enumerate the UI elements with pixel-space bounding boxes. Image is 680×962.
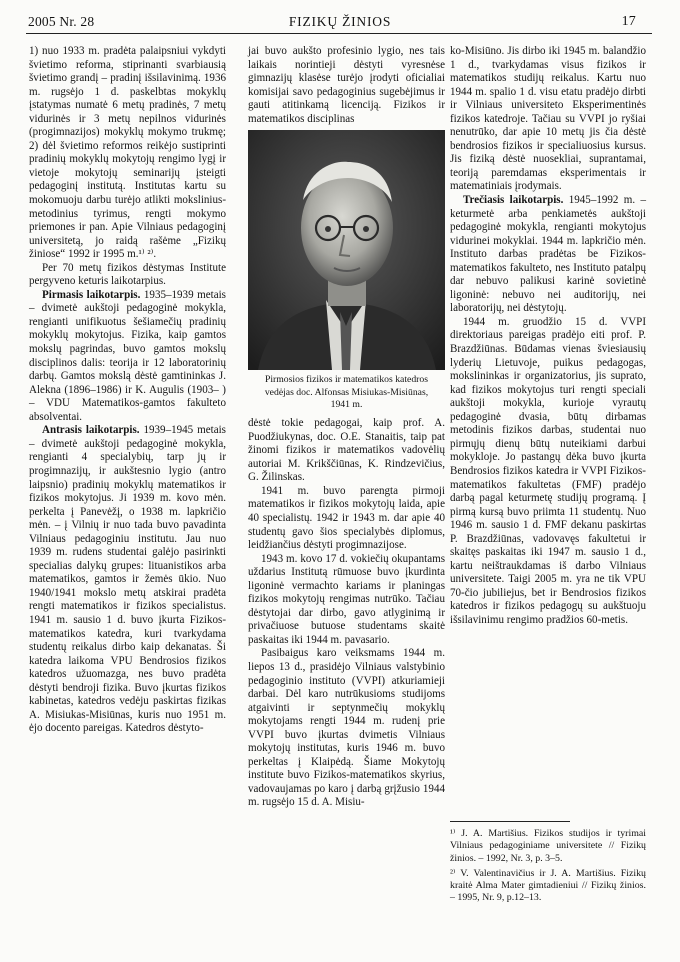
paragraph-text: 1941 m. buvo parengta pirmoji matematikos ir fizikos mokytojų laida, apie 40 specialistų. 1942 ir 1943 m. dar apie 40 studentų gavo šios specialybės diplomus, leidžiančius dėstyti progimnazijose. bbox=[248, 484, 445, 552]
paragraph-text: 1939–1945 metais – dvimetė aukštoji pedagoginė mokykla, rengianti 4 specialybių, tarp jų ir progimnazijų, ir aukštesnio lygio (antro laipsnio) pradinių mokyklų matematikos ir fizikos mokytojus. Ji 1939 m. kovo mėn. perkelta į Panevėžį, o 1938 m. lapkričio mėn. – į Vilnių ir nuo tada buvo pavadinta Vilniaus pedagoginiu institutu. Jau nuo 1939 m. rudens studentai galėjo pasirinkti specialias dalykų grupes: lituanistikos arba matematikos, gamtos ir žemės ūkio. Nuo 1940/1941 mokslo metų atskirai pradėta rengti matematikos ir fizikos specialistus. 1941 m. sausio 1 d. buvo įkurta Fizikos-matematikos katedra, kuri tvarkydama studentų reikalus dirbo kaip dekanatas. Ši katedra laikoma VPU Bendrosios fizikos katedros užuomazga, nes buvo pradėta dėstyti bendroji fizika. Buvo įkurtas fizikos kabinetas, katedros vedėju paskirtas fizikas A. Misiukas-Misiūnas, kuris nuo 1951 m. ėjo docento pareigas. Katedros dėstyto- bbox=[29, 424, 226, 735]
col3-paragraph bbox=[450, 194, 646, 316]
col1-paragraph bbox=[29, 45, 226, 262]
column-2-intro: jai buvo aukšto profesinio lygio, nes tais laikais norintieji dėstyti vyresnėse gimnazijų klasėse turėjo įrodyti oficialiai komisijai savo pedagoginius sugebėjimus ir gauti atitinkamą licenciją. Fizikos ir matematikos disciplinas bbox=[248, 45, 445, 125]
paragraph-text: 1943 m. kovo 17 d. vokiečių okupantams uždarius Institutą rūmuose buvo įkurdinta ligoninė vermachto kariams ir planingas fizikos mokytojų rengimas nutrūko. Tačiau dėstytojai dar dirbo, gavo atlyginimą ir privačiuose butuose studentams skaitė paskaitas iki 1944 m. pavasario. bbox=[248, 552, 445, 646]
journal-title: FIZIKŲ ŽINIOS bbox=[288, 14, 392, 29]
footnote-2: ²⁾ V. Valentinavičius ir J. A. Martišius. Fizikų kraitė Alma Mater gimtadieniui // Fizikų žinios. – 1995, Nr. 9, p.12–13. bbox=[450, 867, 646, 904]
footnotes bbox=[450, 821, 646, 908]
footnote-rule bbox=[450, 821, 570, 822]
paragraph-text: 1) nuo 1933 m. pradėta palaipsniui vykdyti švietimo reforma, stiprinanti svarbiausią švietimo grandį – pradinį išsilavinimą. 1936 m. rugsėjo 1 d. paskelbtas mokyklų įstatymas numatė 6 metų pradinės, 7 metų vidurinės ir 3 metų nepilnos vidurinės (progimnazijos) mokyklų mokymo trukmę; 2) dėl švietimo reformos reikėjo sustiprinti pradinių mokyklų mokytojų rengimo lygį ir vietoje mokytojų seminarijų įsteigti pedagoginį institutą. Institutas kartu su mokomuoju darbu turėjo atlikti mokslinius-metodinius tyrimus, rengti mokymo priemones ir pan. Apie Vilniaus pedagoginį universitetą, jo raidą rašėme „Fizikų žiniose“ 1992 ir 1995 m.¹⁾ ²⁾. bbox=[29, 45, 226, 261]
paragraph-text: ko-Misiūno. Jis dirbo iki 1945 m. balandžio 1 d., tvarkydamas visus fizikos ir matematikos studijų reikalus. Kartu nuo 1944 m. spalio 1 d. visu etatu pradėjo dirbti ir Vilniaus universiteto Eksperimentinės fizikos katedroje. Tačiau su VVPI jo ryšiai nenutrūko, dar apie 10 metų jis čia dėstė bendrosios fizikos ir specialiuosius kursus. Jis fiziką dėstė nuosekliai, suprantamai, teoriją paremdamas eksperimentais ir matematiniais įrodymais. bbox=[450, 45, 646, 193]
portrait-photo bbox=[248, 130, 445, 370]
col2b-paragraph bbox=[248, 417, 445, 485]
footnote-1: ¹⁾ J. A. Martišius. Fizikos studijos ir tyrimai Vilniaus pedagoginiame universitete // Fizikų žinios. – 1992, Nr. 3, p. 3–5. bbox=[450, 828, 646, 864]
section-heading: Trečiasis laikotarpis. bbox=[463, 194, 564, 207]
col2b-paragraph bbox=[248, 553, 445, 648]
col2b-paragraph bbox=[248, 485, 445, 553]
column-2 bbox=[248, 45, 445, 810]
col3-paragraph bbox=[450, 316, 646, 628]
col2b-paragraph bbox=[248, 647, 445, 810]
column-3 bbox=[450, 45, 646, 628]
issue-label: 2005 Nr. 28 bbox=[28, 14, 95, 29]
section-heading: Antrasis laikotarpis. bbox=[42, 424, 140, 437]
section-heading: Pirmasis laikotarpis. bbox=[42, 288, 141, 301]
page-number: 17 bbox=[621, 14, 636, 29]
paragraph-text: Pasibaigus karo veiksmams 1944 m. liepos 13 d., prasidėjo Vilniaus valstybinio pedagoginio instituto (VVPI) atkuriamieji darbai. Dėl karo nutrūkusioms studijoms atgaivinti ir septynmečių mokyklų mokytojams rengti 1944 m. rudenį prie VVPI buvo įkurtas dvimetis Vilniaus mokytojų institutas, kuris 1946 m. buvo perkeltas į Klaipėdą. Šiame Mokytojų institute buvo Fizikos-matematikos skyrius, vadovaujamas po karo į darbą grįžusio 1944 m. rugsėjo 15 d. A. Misiu- bbox=[248, 647, 445, 809]
paragraph-text: dėstė tokie pedagogai, kaip prof. A. Puodžiukynas, doc. O.E. Stanaitis, taip pat žinomi fizikos ir matematikos vadovėlių autoriai M. Krikščiūnas, K. Rindzevičius, G. Žilinskas. bbox=[248, 417, 445, 484]
paragraph-text: 1944 m. gruodžio 15 d. VVPI direktoriaus pareigas pradėjo eiti prof. P. Brazdžiūnas. Būdamas vienas šviesiausių lyderių Lietuvoje, puikus pedagogas, mokslininkas ir organizatorius, jis suprato, kad fizikos mokytojus turi rengti speciali aukštoji mokykla, kurioje vyrautų pedagoginė dvasia, būtų dirbamas metodinis fizikos darbas, studentai nuo pirmųjų dienų būtų nuteikiami darbui mokykloje. Jo pastangų dėka buvo įkurta Bendrosios fizikos katedra ir VVPI Fizikos-matematikos fakultetas (FMF) pradėjo darbą pagal keturmetę studijų programą. Į pirmą kursą buvo priimta 11 studentų. Nuo 1946 m. sausio 1 d. FMF dekanu paskirtas P. Brazdžiūnas, vadovavęs fakultetui ir skaitęs paskaitas iki 1947 m. sausio 1 d., kartu neištraukdamas iš darbo Vilniaus universitete. Taigi 2005 m. yra ne tik VPU 70-čio jubiliejus, bet ir Bendrosios fizikos katedros ir fizikos pedagogų su aukštuoju išsilavinimu rengimo pradžios 60-metis. bbox=[450, 315, 646, 626]
col1-paragraph bbox=[29, 424, 226, 736]
col3-paragraph bbox=[450, 45, 646, 194]
paragraph-text: 1935–1939 metais – dvimetė aukštoji pedagoginė mokykla, rengianti unifikuotus šešiamečių pradinių mokyklų mokytojus. Fizika, kaip gamtos mokslų pagrindas, buvo gamtos mokslų disciplinos dalis: teorija ir 12 laboratorinių darbų. Gamtos mokslą dėstė gamtininkas J. Alekna (1896–1986) ir K. Augulis (1903– ) – VDU Matematikos-gamtos fakulteto absolventai. bbox=[29, 288, 226, 423]
header-rule bbox=[26, 33, 652, 34]
column-1 bbox=[29, 45, 226, 736]
photo-caption: Pirmosios fizikos ir matematikos katedros vedėjas doc. Alfonsas Misiukas-Misiūnas, 1941 m. bbox=[264, 374, 429, 410]
col1-paragraph bbox=[29, 289, 226, 424]
paragraph-text: 1945–1992 m. – keturmetė arba penkiametės aukštoji pedagoginė mokykla, rengianti mokytojus vidurinei mokyklai. 1944 m. lapkričio mėn. Instituto darbas pradėtas be Fizikos-matematikos fakulteto, nes Instituto patalpų dar nebuvo palikusi karinė sovietinė ligoninė: nebuvo nei auditorijų, nei laboratorijų, nei dėstytojų. bbox=[450, 194, 646, 315]
col1-paragraph bbox=[29, 262, 226, 289]
column-2-body bbox=[248, 417, 445, 810]
paragraph-text: Per 70 metų fizikos dėstymas Institute pergyveno keturis laikotarpius. bbox=[29, 261, 226, 288]
